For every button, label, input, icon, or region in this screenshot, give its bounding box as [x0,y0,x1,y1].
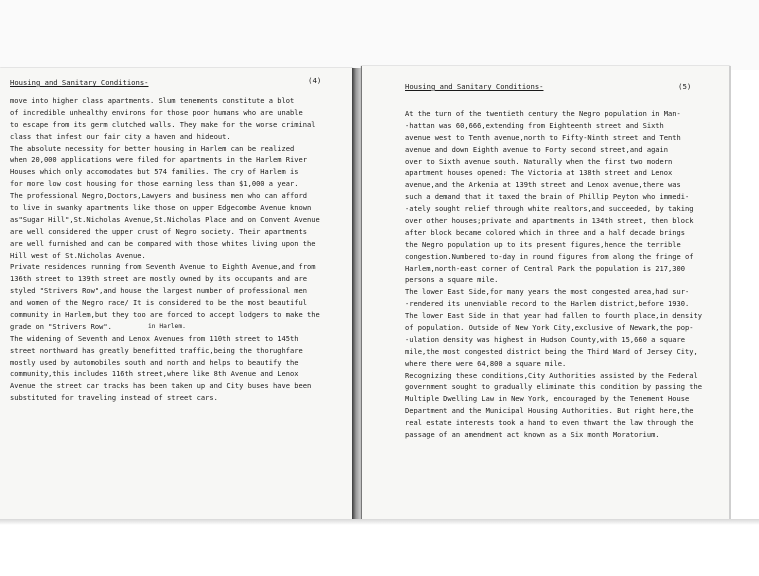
page-edge [729,66,731,522]
text-line: -ulation density was highest in Hudson County,with 15,660 a square [405,334,686,344]
text-line: community,this includes 116th street,where like 8th Avenue and Lenox [10,369,299,379]
text-line: Hill west of St.Nicholas Avenue. [10,250,146,260]
text-line: after block became colored which in three and a half decade brings [405,227,686,237]
left-page-number: (4) [308,76,322,85]
text-line: avenue west to Tenth avenue,north to Fifty-Ninth street and Tenth [405,132,681,142]
handwritten-insertion: in Harlem. [148,323,186,330]
text-line: as"Sugar Hill",St.Nicholas Avenue,St.Nicholas Place and on Convent Avenue [10,214,320,224]
text-line: are well furnished and can be compared with those whites living upon the [10,238,316,248]
text-line: -hattan was 60,666,extending from Eighteenth street and Sixth [405,120,664,130]
text-line: the Negro population up to its present figures,hence the terrible [405,239,681,249]
text-line: class that infest our fair city a haven and hideout. [10,131,231,141]
text-line: to escape from its germ clutched walls. They make for the worse criminal [10,119,316,129]
text-line: avenue and down Eighth avenue to Forty second street,and again [405,144,669,154]
right-page-header: Housing and Sanitary Conditions- [405,82,544,91]
text-line: The absolute necessity for better housing in Harlem can be realized [10,143,295,153]
text-line: of incredible unhealthy environs for those poor humans who are unable [10,107,303,117]
text-line: grade on "Strivers Row". [10,321,112,331]
text-line: The professional Negro,Doctors,Lawyers and business men who can afford [10,191,307,201]
text-line: such a demand that it taxed the brain of Phillip Peyton who immedi- [405,192,690,202]
right-page [361,66,730,522]
text-line: street northward has greatly benefitted traffic,being the thorughfare [10,345,303,355]
text-line: -ately sought relief through white realtors,and succeeded, by taking [405,204,694,214]
text-line: avenue,and the Arkenia at 139th street and Lenox avenue,there was [405,180,681,190]
text-line: The lower East Side in that year had fallen to fourth place,in density [405,311,702,321]
left-page-header: Housing and Sanitary Conditions- [10,78,149,87]
text-line: real estate interests took a hand to even thwart the law through the [405,418,694,428]
text-line: Recognizing these conditions,City Authorities assisted by the Federal [405,370,698,380]
text-line: of population. Outside of New York City,exclusive of Newark,the pop- [405,323,694,333]
left-page-text [10,95,320,404]
text-line: styled "Strivers Row",and house the largest number of professional men [10,286,307,296]
text-line: -rendered its unenviable record to the Harlem district,before 1930. [405,299,690,309]
text-line: move into higher class apartments. Slum tenements constitute a blot [10,96,295,105]
left-page [0,68,353,520]
right-page-text [405,108,702,441]
text-line: Department and the Municipal Housing Authorities. But right here,the [405,406,694,416]
text-line: At the turn of the twentieth century the Negro population in Man- [405,109,681,118]
text-line: mostly used by automobiles south and north and helps to beautify the [10,357,299,367]
text-line: substituted for traveling instead of street cars. [10,393,218,403]
text-line: passage of an amendment act known as a Six month Moratorium. [405,430,660,440]
text-line: where there were 64,800 a square mile. [405,358,567,368]
text-line: government sought to gradually eliminate this condition by passing the [405,382,702,392]
text-line: Avenue the street car tracks has been taken up and City buses have been [10,381,312,391]
text-line: over other houses;private and apartments in 134th street, then block [405,216,694,226]
text-line: apartment houses opened: The Victoria at 138th street and Lenox [405,168,673,178]
text-line: persons a square mile. [405,275,499,285]
text-line: Harlem,north-east corner of Central Park the population is 217,300 [405,263,686,273]
text-line: 136th street to 139th street are mostly owned by its occupants and are [10,274,307,284]
text-line: mile,the most congested district being the Third Ward of Jersey City, [405,346,698,356]
text-line: Private residences running from Seventh Avenue to Eighth Avenue,and from [10,262,316,272]
text-line: over to Sixth avenue south. Naturally when the first two modern [405,156,673,166]
right-page-number: (5) [678,82,692,91]
text-line: community in Harlem,but they too are forced to accept lodgers to make the [10,310,320,320]
text-line: for more low cost housing for those earning less than $1,000 a year. [10,179,299,189]
text-line: when 20,000 applications were filed for apartments in the Harlem River [10,155,307,165]
text-line: The lower East Side,for many years the most congested area,had sur- [405,287,690,297]
text-line: to live in swanky apartments like those on upper Edgecombe Avenue known [10,203,312,213]
text-line: are well considered the upper crust of Negro society. Their apartments [10,226,307,236]
text-line: Houses which only accomodates but 574 families. The cry of Harlem is [10,167,299,177]
scan-background [0,0,759,70]
text-line: and women of the Negro race/ It is considered to be the most beautiful [10,298,307,308]
page-bottom-shadow [0,519,759,525]
text-line: The widening of Seventh and Lenox Avenues from 110th street to 145th [10,333,299,343]
text-line: congestion.Numbered to-day in round figures from along the fringe of [405,251,694,261]
text-line: Multiple Dwelling Law in New York, encouraged by the Tenement House [405,394,690,404]
